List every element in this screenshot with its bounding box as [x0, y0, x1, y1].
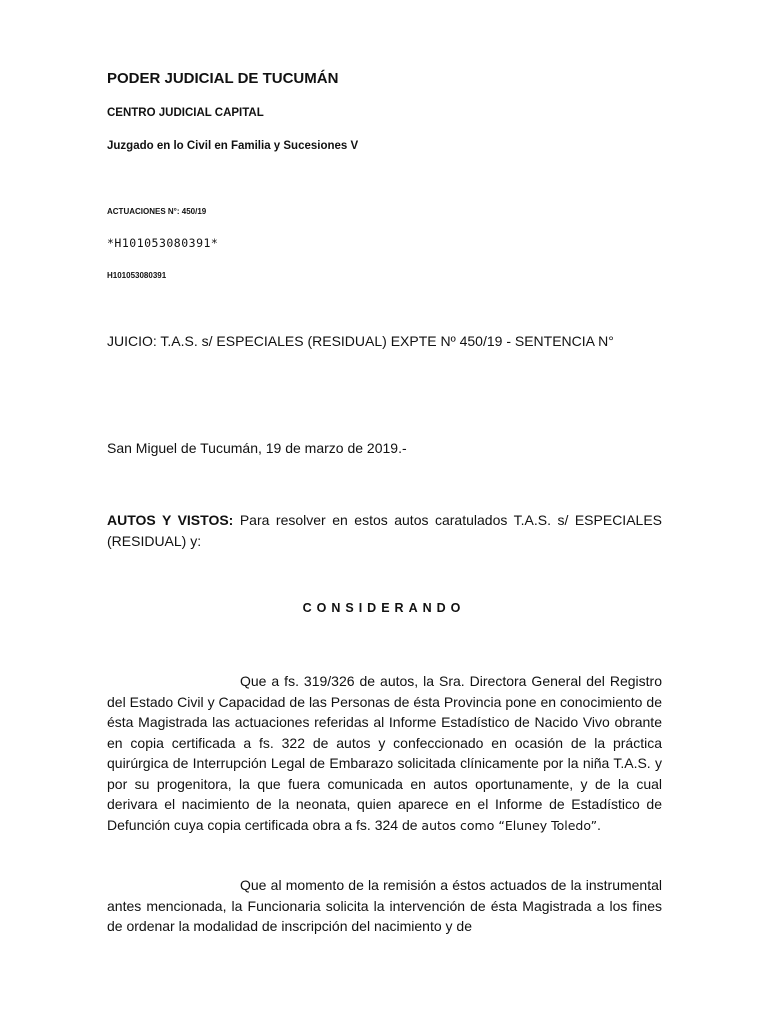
autos-paragraph: [107, 510, 662, 551]
autos-text: Para resolver en estos autos caratulados T.A.S. s/ ESPECIALES (RESIDUAL) y:: [107, 512, 662, 549]
case-heading: JUICIO: T.A.S. s/ ESPECIALES (RESIDUAL) EXPTE Nº 450/19 - SENTENCIA N°: [107, 333, 614, 349]
court-system-title: PODER JUDICIAL DE TUCUMÁN: [107, 70, 339, 87]
judicial-center-label: CENTRO JUDICIAL CAPITAL: [107, 107, 264, 119]
actuaciones-number: ACTUACIONES N°: 450/19: [107, 207, 207, 216]
paragraph-1: [107, 671, 662, 836]
document-code: H101053080391: [107, 271, 167, 280]
autos-lead: AUTOS Y VISTOS:: [107, 512, 234, 528]
paragraph-1-tail: autos como “Eluney Toledo”.: [421, 817, 602, 833]
paragraph-1-main: Que a fs. 319/326 de autos, la Sra. Directora General del Registro del Estado Civil y Capacidad de las Personas de ésta Provincia pone en conocimiento de ésta Magistrada las actuaciones referidas al Informe Estadístico de Nacido Vivo obrante en copia certificada a fs. 322 de autos y confeccionado en ocasión de la práctica quirúrgica de Interrupción Legal de Embarazo solicitada clínicamente por la niña T.A.S. y por su progenitora, la que fuera comunicada en autos oportunamente, y de la cual derivara el nacimiento de la neonata, quien aparece en el Informe de Estadístico de Defunción cuya copia certificada obra a fs. 324 de: [107, 673, 662, 833]
date-line: San Miguel de Tucumán, 19 de marzo de 2019.-: [107, 440, 407, 456]
court-name: Juzgado en lo Civil en Familia y Sucesiones V: [107, 140, 359, 152]
considerando-heading: CONSIDERANDO: [302, 601, 466, 615]
paragraph-2: Que al momento de la remisión a éstos actuados de la instrumental antes mencionada, la Funcionaria solicita la intervención de ésta Magistrada a los fines de ordenar la modalidad de inscripción del nacimiento y de: [107, 877, 662, 934]
barcode-code: *H101053080391*: [107, 236, 219, 250]
